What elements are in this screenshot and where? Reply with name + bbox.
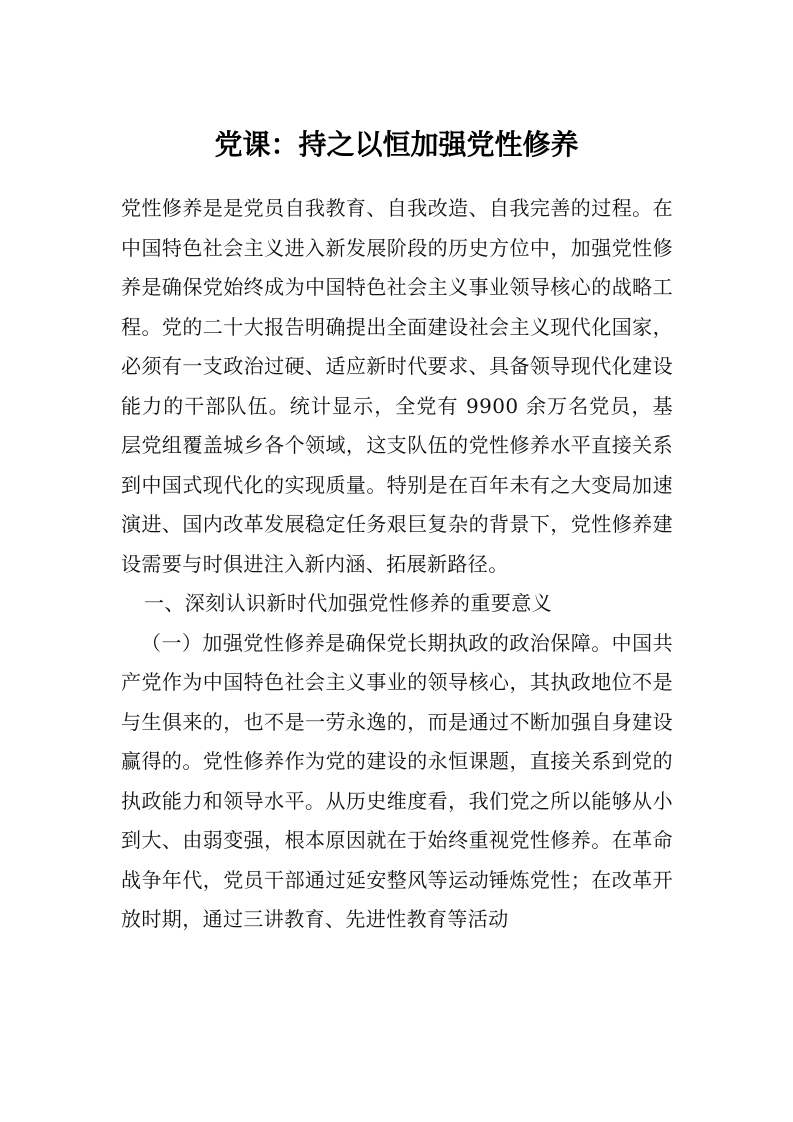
- document-title: 党课：持之以恒加强党性修养: [214, 128, 579, 161]
- document-body: [121, 189, 673, 940]
- section-heading: 一、深刻认识新时代加强党性修养的重要意义: [144, 591, 552, 615]
- subsection-paragraph: （一）加强党性修养是确保党长期执政的政治保障。中国共产党作为中国特色社会主义事业的领导核心，其执政地位不是与生俱来的，也不是一劳永逸的，而是通过不断加强自身建设赢得的。党性修养作为党的建设的永恒课题，直接关系到党的执政能力和领导水平。从历史维度看，我们党之所以能够从小到大、由弱变强，根本原因就在于始终重视党性修养。在革命战争年代，党员干部通过延安整风等运动锤炼党性；在改革开放时期，通过三讲教育、先进性教育等活动: [121, 630, 673, 931]
- intro-paragraph: 党性修养是是党员自我教育、自我改造、自我完善的过程。在中国特色社会主义进入新发展阶段的历史方位中，加强党性修养是确保党始终成为中国特色社会主义事业领导核心的战略工程。党的二十大报告明确提出全面建设社会主义现代化国家，必须有一支政治过硬、适应新时代要求、具备领导现代化建设能力的干部队伍。统计显示，全党有 9900 余万名党员，基层党组覆盖城乡各个领域，这支队伍的党性修养水平直接关系到中国式现代化的实现质量。特别是在百年未有之大变局加速演进、国内改革发展稳定任务艰巨复杂的背景下，党性修养建设需要与时俱进注入新内涵、拓展新路径。: [121, 196, 673, 576]
